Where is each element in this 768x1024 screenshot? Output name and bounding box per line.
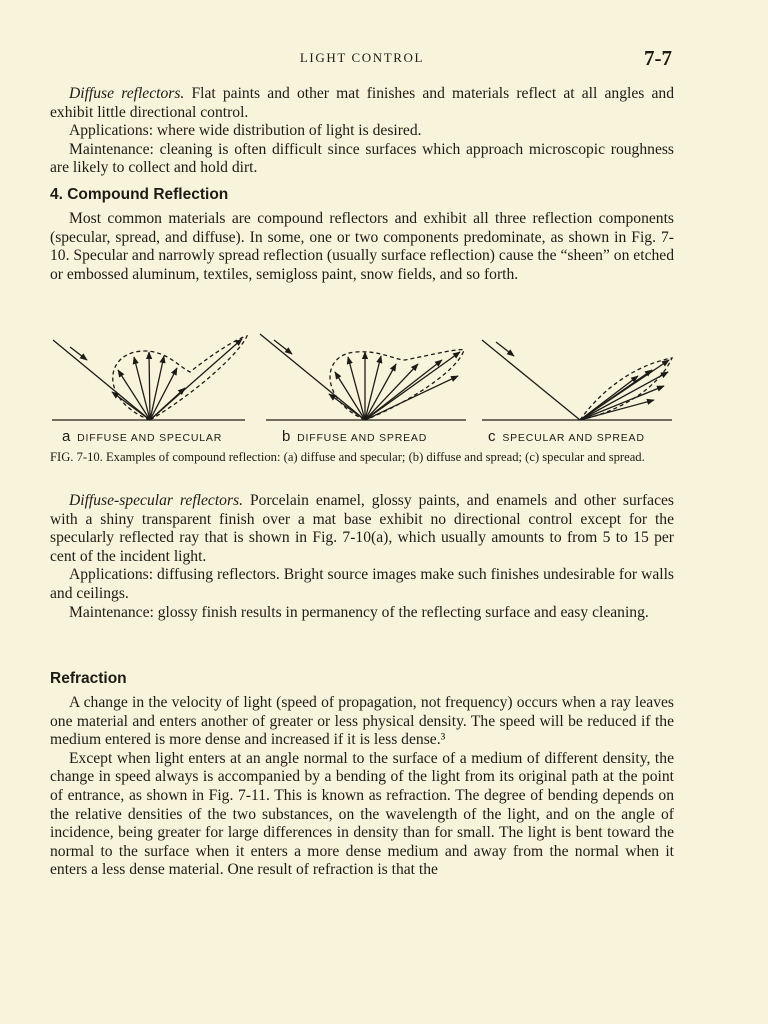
figure-7-10 [50,330,674,448]
compound-reflection-section [50,210,674,284]
compound-reflection-heading: 4. Compound Reflection [50,186,229,203]
refraction-section [50,694,674,880]
panel-a-rays [112,339,242,420]
figure-label-b-text: DIFFUSE AND SPREAD [297,432,428,444]
diffuse-specular-term: Diffuse-specular reflectors. [69,492,244,509]
figure-label-a-text: DIFFUSE AND SPECULAR [77,432,223,444]
panel-b-diagram [260,334,466,420]
diffuse-reflectors-text: Flat paints and other mat finishes and materials reflect at all angles and exhibit little directional control. [50,85,674,121]
refraction-paragraph-1: A change in the velocity of light (speed of propagation, not frequency) occurs when a ray leaves one material and enters another of greater or less physical density. The speed will be reduced if the medium entered is more dense and increased if it is less dense.³ [50,694,674,749]
diffuse-reflectors-term: Diffuse reflectors. [69,85,185,102]
compound-reflection-paragraph: Most common materials are compound reflectors and exhibit all three reflection components (specular, spread, and diffuse). In some, one or two components predominate, as shown in Fig. 7-10. Specular and narrowly spread reflection (usually surface reflection) cause the “sheen” on etched or embossed aluminum, textiles, semigloss paint, snow fields, and so forth. [50,210,674,283]
running-head [50,46,674,72]
diffuse-reflectors-section [50,85,674,178]
panel-b-rays [329,352,460,420]
figure-label-c [488,428,645,445]
diffuse-specular-section [50,492,674,622]
panel-c-rays [580,360,669,420]
figure-label-c-letter: c [488,428,497,445]
diffuse-specular-maintenance: Maintenance: glossy finish results in permanency of the reflecting surface and easy cleaning. [69,603,649,621]
refraction-heading-block [50,670,674,688]
figure-label-b-letter: b [282,428,292,445]
panel-c-diagram [482,340,672,420]
refraction-heading: Refraction [50,670,127,687]
figure-label-a-letter: a [62,428,72,445]
diffuse-specular-paragraph [50,492,674,566]
compound-reflection-heading-block [50,186,674,204]
compound-reflection-diagram [50,330,674,428]
figure-label-a [62,428,222,445]
figure-label-c-text: SPECULAR AND SPREAD [502,432,645,444]
diffuse-specular-applications: Applications: diffusing reflectors. Bright source images make such finishes undesirable for walls and ceilings. [50,566,674,602]
running-title: LIGHT CONTROL [299,50,425,65]
panel-a-diagram [52,336,247,420]
figure-label-b [282,428,427,445]
figure-caption: FIG. 7-10. Examples of compound reflection: (a) diffuse and specular; (b) diffuse and spread; (c) specular and spread. [50,450,645,464]
panel-a-incident-ray [53,340,150,420]
diffuse-reflectors-paragraph [50,85,674,122]
diffuse-specular-text: Porcelain enamel, glossy paints, and enamels and other surfaces with a shiny transparent finish over a mat base exhibit no directional control except for the specularly reflected ray that is shown in Fig. 7-10(a), which usually amounts to from 5 to 15 per cent of the incident light. [50,492,674,565]
panel-c-incident-ray [482,340,580,420]
diffuse-maintenance: Maintenance: cleaning is often difficult since surfaces which approach microscopic roughness are likely to collect and hold dirt. [50,140,674,177]
page-number: 7-7 [644,46,672,70]
panel-b-incident-ray [260,334,365,420]
panel-a-incident-arrow [70,347,87,360]
diffuse-applications: Applications: where wide distribution of light is desired. [69,122,422,140]
refraction-paragraph-2: Except when light enters at an angle normal to the surface of a medium of different density, the change in speed always is accompanied by a bending of the light from its original path at the point of entrance, as shown in Fig. 7-11. This is known as refraction. The degree of bending depends on the relative densities of the two substances, on the wavelength of the light, and on the angle of incidence, being greater for large differences in density than for small. The light is bent toward the normal to the surface when it enters a more dense medium and away from the normal when it enters a less dense material. One result of refraction is that the [50,749,674,879]
